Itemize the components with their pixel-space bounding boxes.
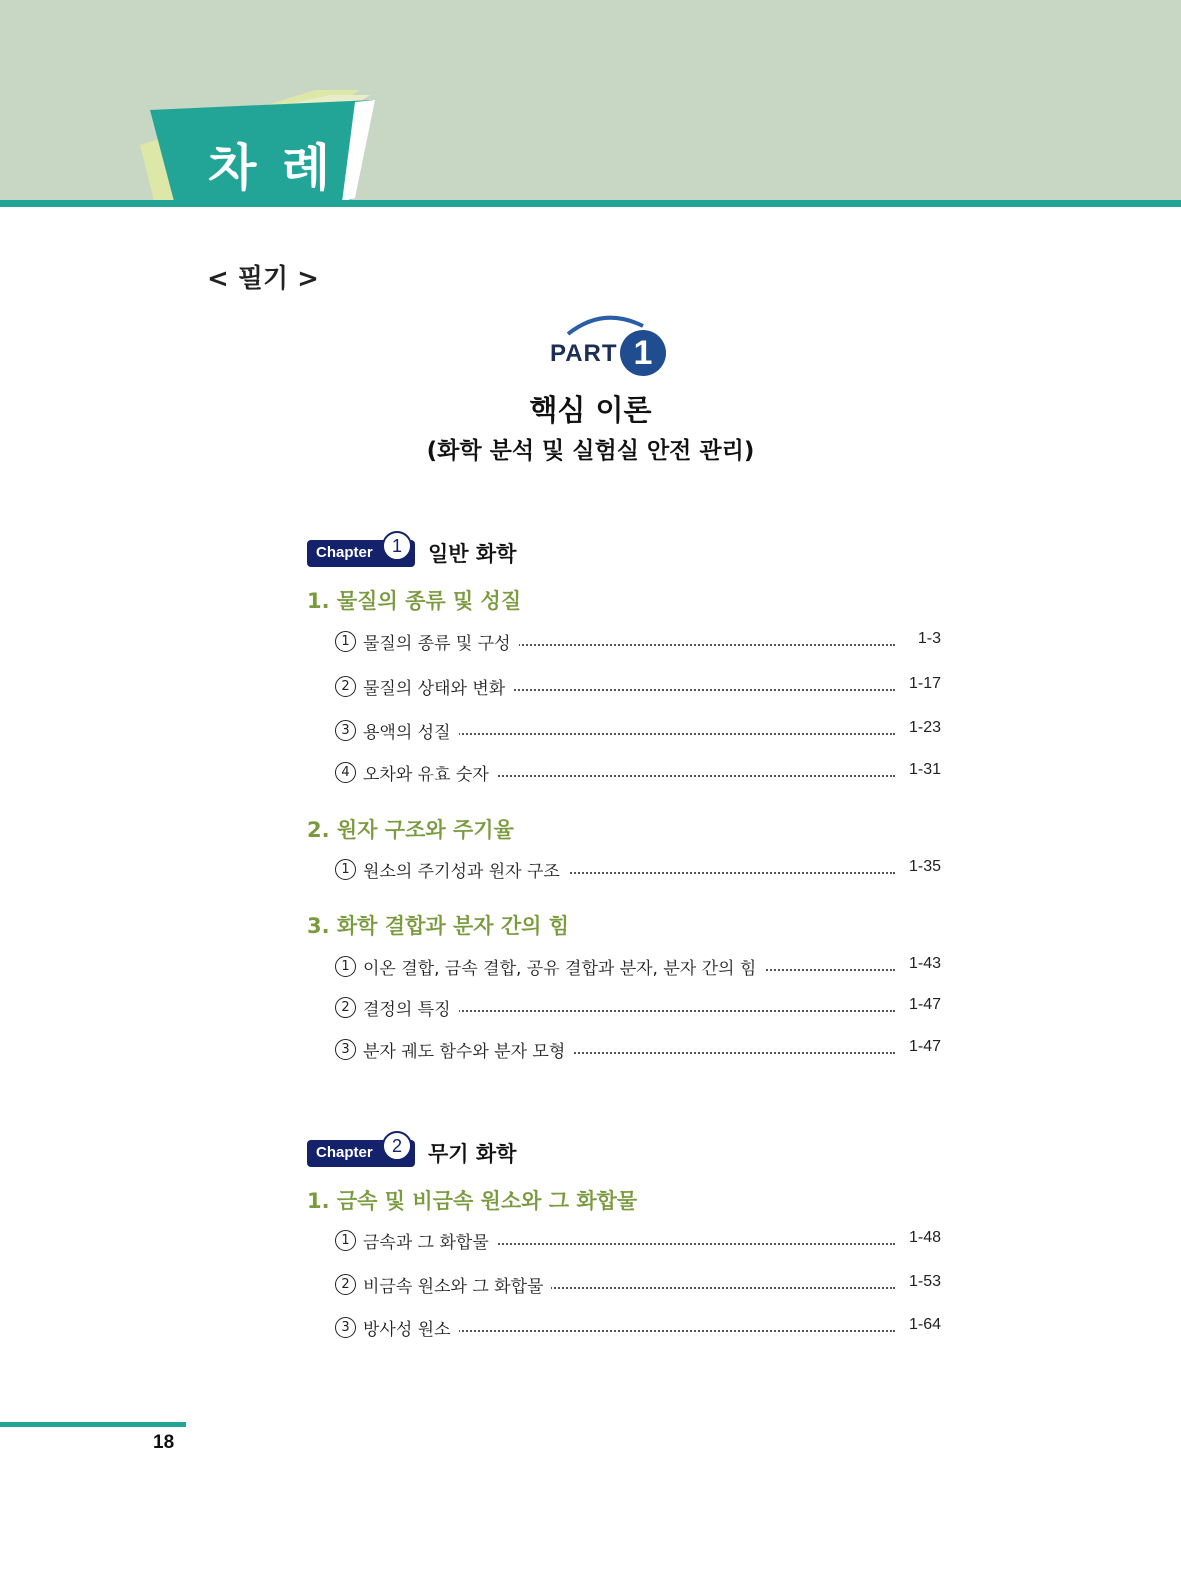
entry-title: 이온 결합, 금속 결합, 공유 결합과 분자, 분자 간의 힘 (363, 954, 764, 979)
part-label: PART (550, 340, 618, 367)
page-number: 18 (153, 1432, 175, 1453)
entry-number: 3 (335, 1039, 356, 1060)
toc-entry[interactable] (335, 760, 941, 786)
entry-page: 1-53 (908, 1273, 941, 1290)
entry-page: 1-48 (908, 1229, 941, 1246)
entry-title: 분자 궤도 함수와 분자 모형 (363, 1037, 573, 1062)
section-heading: 2. 원자 구조와 주기율 (307, 818, 514, 842)
chapter-title: 일반 화학 (428, 542, 517, 566)
entry-page: 1-17 (908, 675, 941, 692)
entry-number: 3 (335, 720, 356, 741)
entry-number: 1 (335, 859, 356, 880)
entry-number: 1 (335, 631, 356, 652)
section-heading: 1. 금속 및 비금속 원소와 그 화합물 (307, 1189, 638, 1213)
entry-number: 2 (335, 1274, 356, 1295)
footer-rule (0, 1422, 186, 1427)
chapter-number: 2 (382, 1131, 412, 1161)
entry-page: 1-47 (908, 996, 941, 1013)
entry-page: 1-47 (908, 1038, 941, 1055)
entry-page: 1-23 (908, 719, 941, 736)
header-rule (0, 200, 1181, 207)
entry-number: 1 (335, 1230, 356, 1251)
entry-page: 1-35 (908, 858, 941, 875)
chapter-word: Chapter (316, 544, 373, 561)
part-badge (548, 310, 678, 382)
toc-entry[interactable] (335, 1037, 941, 1063)
entry-title: 물질의 상태와 변화 (363, 674, 513, 699)
chapter-number: 1 (382, 531, 412, 561)
toc-entry[interactable] (335, 674, 941, 700)
toc-entry[interactable] (335, 1272, 941, 1298)
part-title: 핵심 이론 (529, 393, 652, 427)
section-heading: 3. 화학 결합과 분자 간의 힘 (307, 914, 570, 938)
toc-entry[interactable] (335, 995, 941, 1021)
toc-entry[interactable] (335, 857, 941, 883)
entry-number: 3 (335, 1317, 356, 1338)
chapter-title: 무기 화학 (428, 1142, 517, 1166)
entry-number: 2 (335, 676, 356, 697)
entry-title: 결정의 특징 (363, 995, 459, 1020)
header-title: 차 례 (208, 139, 335, 197)
chapter-tag (307, 536, 415, 567)
entry-page: 1-3 (917, 630, 941, 647)
entry-number: 2 (335, 997, 356, 1018)
toc-entry[interactable] (335, 629, 941, 655)
entry-title: 금속과 그 화합물 (363, 1228, 497, 1253)
entry-title: 오차와 유효 숫자 (363, 760, 497, 785)
chapter-word: Chapter (316, 1144, 373, 1161)
entry-title: 비금속 원소와 그 화합물 (363, 1272, 551, 1297)
toc-entry[interactable] (335, 1315, 941, 1341)
entry-page: 1-43 (908, 955, 941, 972)
toc-entry[interactable] (335, 954, 941, 980)
entry-number: 1 (335, 956, 356, 977)
section-label: < 필기 > (207, 264, 319, 294)
entry-title: 용액의 성질 (363, 718, 459, 743)
part-subtitle: (화학 분석 및 실험실 안전 관리) (426, 438, 755, 464)
entry-title: 물질의 종류 및 구성 (363, 629, 519, 654)
chapter-tag (307, 1136, 415, 1167)
entry-title: 원소의 주기성과 원자 구조 (363, 857, 568, 882)
part-number: 1 (620, 330, 666, 376)
section-heading: 1. 물질의 종류 및 성질 (307, 589, 522, 613)
toc-entry[interactable] (335, 1228, 941, 1254)
toc-entry[interactable] (335, 718, 941, 744)
entry-page: 1-31 (908, 761, 941, 778)
entry-page: 1-64 (908, 1316, 941, 1333)
entry-title: 방사성 원소 (363, 1315, 459, 1340)
entry-number: 4 (335, 762, 356, 783)
